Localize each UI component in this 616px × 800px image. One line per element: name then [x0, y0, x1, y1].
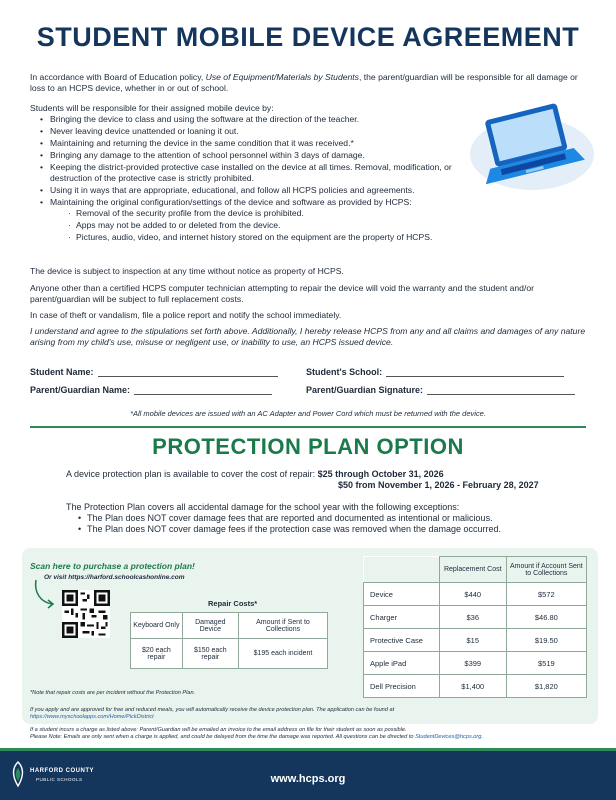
agreement-text: I understand and agree to the stipulations set forth above. Additionally, I hereby release HCPS from any and all claims and damages of any nature arising from my child's use, misuse or negligent use, or inability to use, an HCPS issued device. — [30, 326, 586, 347]
table-header: Keyboard Only — [131, 613, 183, 639]
coverage-text: The Protection Plan covers all accidental damage for the school year with the following exceptions: — [66, 502, 460, 512]
email-note-text: Please Note: Emails are only sent when a charge is applied, and could be delayed from the time the damage was reported. All questions can be directed to — [30, 734, 414, 740]
table-row — [131, 639, 328, 669]
technician-text: Anyone other than a certified HCPS computer technician attempting to repair the device will void the warranty and the student and/or parent/guardian will be subject to full replacement costs. — [30, 283, 534, 304]
list-item: • Maintaining and returning the device in the same condition that it was received.* — [40, 138, 480, 149]
price-early: $25 through October 31, 2026 — [317, 469, 444, 479]
table-cell: $15 — [439, 629, 506, 652]
meals-link[interactable]: https://www.myschoolapps.com/Home/PickDistrict — [30, 714, 154, 720]
table-header: Amount if Account Sent to Collections — [506, 557, 586, 583]
sub-list-item: · Removal of the security profile from the device is prohibited. — [68, 208, 480, 219]
student-name-line[interactable] — [98, 367, 278, 377]
guardian-signature-field — [306, 385, 575, 395]
table-header-row — [364, 557, 587, 583]
list-item-text: Maintaining the original configuration/settings of the device and software as provided by HCPS: — [50, 197, 412, 207]
guardian-signature-label: Parent/Guardian Signature: — [306, 385, 424, 395]
table-cell: $150 each repair — [182, 639, 238, 669]
scan-heading: Scan here to purchase a protection plan! — [30, 561, 195, 571]
policy-name: Use of Equipment/Materials by Students — [205, 72, 359, 82]
table-row — [364, 652, 587, 675]
email-end: . — [481, 734, 483, 740]
table-cell: Charger — [364, 606, 440, 629]
table-cell: Apple iPad — [364, 652, 440, 675]
responsibilities-heading: Students will be responsible for their assigned mobile device by: — [30, 103, 274, 113]
table-header: Replacement Cost — [439, 557, 506, 583]
protection-cost-text — [66, 469, 444, 480]
table-cell: $20 each repair — [131, 639, 183, 669]
table-row — [364, 629, 587, 652]
table-row — [364, 606, 587, 629]
list-item — [40, 197, 480, 243]
adapter-note: *All mobile devices are issued with an AC Adapter and Power Cord which must be returned with the device. — [130, 409, 486, 418]
table-cell: $519 — [506, 652, 586, 675]
protection-coverage — [66, 502, 566, 535]
student-school-field — [306, 367, 564, 377]
protection-plan-title: PROTECTION PLAN OPTION — [152, 434, 464, 459]
cover-text: A device protection plan is available to cover the cost of repair: — [66, 469, 318, 479]
sub-list-item: · Pictures, audio, video, and internet history stored on the equipment are the property of HCPS. — [68, 232, 480, 243]
table-cell: Device — [364, 583, 440, 606]
table-cell: $1,400 — [439, 675, 506, 698]
list-item: • Bringing the device to class and using the software at the direction of the teacher. — [40, 114, 480, 125]
replacement-cost-table — [363, 556, 587, 698]
price-late: $50 from November 1, 2026 - February 28, 2027 — [338, 480, 539, 490]
charge-note — [30, 727, 590, 741]
table-row — [364, 583, 587, 606]
repair-costs-caption: Repair Costs* — [208, 599, 258, 608]
meals-note — [30, 707, 590, 721]
student-name-label: Student Name: — [30, 367, 94, 377]
student-school-line[interactable] — [386, 367, 564, 377]
charge-text: If a student incurs a charge as listed above: Parent/Guardian will be emailed an invoice to the email address on file for their student as soon as possible. — [30, 727, 407, 733]
guardian-name-line[interactable] — [134, 385, 272, 395]
table-cell: $19.50 — [506, 629, 586, 652]
theft-text: In case of theft or vandalism, file a police report and notify the school immediately. — [30, 310, 342, 320]
sub-list — [68, 208, 480, 243]
table-cell: $572 — [506, 583, 586, 606]
table-cell: Dell Precision — [364, 675, 440, 698]
table-cell: $399 — [439, 652, 506, 675]
logo-text-top: HARFORD COUNTY — [30, 768, 94, 774]
table-cell: $195 each incident — [238, 639, 327, 669]
responsibilities-list — [40, 114, 480, 244]
section-divider — [30, 426, 586, 428]
table-cell: $440 — [439, 583, 506, 606]
page-title: STUDENT MOBILE DEVICE AGREEMENT — [36, 22, 580, 52]
qr-code[interactable] — [62, 590, 110, 638]
table-header-row — [131, 613, 328, 639]
guardian-name-field — [30, 385, 272, 395]
list-item: • The Plan does NOT cover damage fees that are reported and documented as intentional or malicious. — [78, 513, 566, 524]
repair-costs-table — [130, 612, 328, 669]
footer-accent-line — [0, 748, 616, 751]
list-item: • Never leaving device unattended or loaning it out. — [40, 126, 480, 137]
student-name-field — [30, 367, 278, 377]
list-item: • Using it in ways that are appropriate, educational, and follow all HCPS policies and agreements. — [40, 185, 480, 196]
intro-paragraph — [30, 72, 590, 94]
guardian-name-label: Parent/Guardian Name: — [30, 385, 131, 395]
laptop-icon — [462, 96, 597, 196]
student-school-label: Student's School: — [306, 367, 383, 377]
guardian-signature-line[interactable] — [427, 385, 575, 395]
website-link[interactable]: www.hcps.org — [270, 773, 346, 785]
exceptions-list — [78, 513, 566, 535]
intro-pre: In accordance with Board of Education policy, — [30, 72, 206, 82]
table-header — [364, 557, 440, 583]
table-cell: $36 — [439, 606, 506, 629]
logo-text-bottom: PUBLIC SCHOOLS — [36, 777, 83, 782]
curved-arrow-icon — [32, 578, 58, 610]
table-cell: $1,820 — [506, 675, 586, 698]
email-link[interactable]: StudentDevices@hcps.org — [415, 734, 482, 740]
list-item: • Keeping the district-provided protective case installed on the device at all times. Removal, modification, or destruction of the protective case is strictly prohibited. — [40, 162, 480, 184]
list-item: • Bringing any damage to the attention of school personnel within 3 days of damage. — [40, 150, 480, 161]
table-cell: $46.80 — [506, 606, 586, 629]
inspection-text: The device is subject to inspection at any time without notice as property of HCPS. — [30, 266, 344, 276]
table-header: Damaged Device — [182, 613, 238, 639]
table-cell: Protective Case — [364, 629, 440, 652]
meals-text: If you apply and are approved for free and reduced meals, you will automatically receive the device protection plan. The application can be found at — [30, 707, 395, 713]
table-row — [364, 675, 587, 698]
list-item: • The Plan does NOT cover damage fees if the protection case was removed when the damage occurred. — [78, 524, 566, 535]
table-header: Amount if Sent to Collections — [238, 613, 327, 639]
repair-note: *Note that repair costs are per incident without the Protection Plan. — [30, 690, 196, 696]
visit-link[interactable]: Or visit https://harford.schoolcashonline.com — [44, 574, 185, 581]
sub-list-item: · Apps may not be added to or deleted from the device. — [68, 220, 480, 231]
intro-post: , the parent/guardian will be responsible for all damage or loss to an HCPS device, whether in or out of school. — [30, 72, 578, 93]
